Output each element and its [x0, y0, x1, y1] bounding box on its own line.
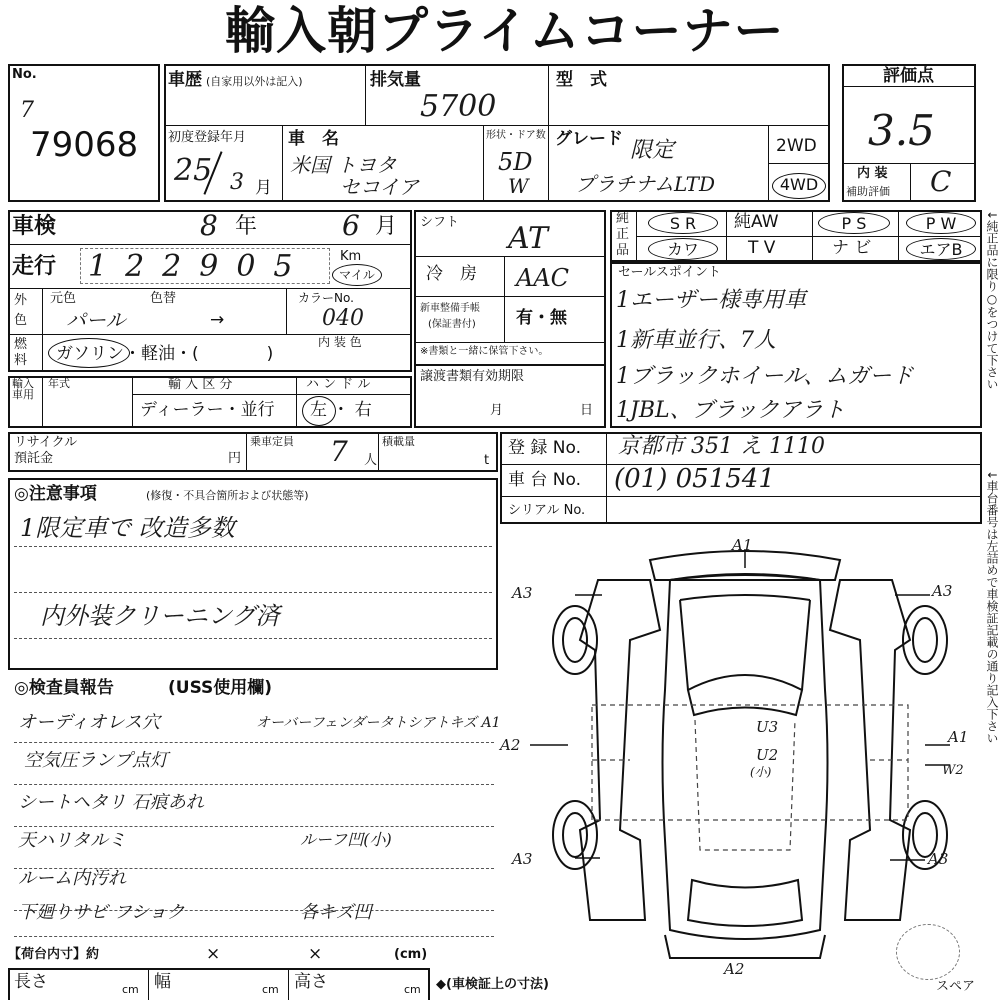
- diagram-mark-a1-top: A1: [732, 536, 753, 554]
- fuel-options: ガソリン・軽油・( ): [56, 344, 274, 364]
- color-orig-value: パール: [66, 308, 126, 332]
- maint-book-value: 有・無: [516, 308, 567, 328]
- fuel-selected-circle: [48, 338, 130, 368]
- diagram-mark-a3-rear-right: A3: [928, 850, 949, 868]
- body-type-doors: 5D: [498, 148, 533, 176]
- cargo-length: 長さ: [14, 972, 48, 992]
- notes-sub: (修復・不具合箇所および状態等): [146, 489, 309, 502]
- chassis-label: 車 台 No.: [508, 470, 582, 490]
- shaken-month-unit: 月: [375, 214, 398, 239]
- inspector-right-3: 各キズ凹: [300, 902, 372, 923]
- interior-label2: 補助評価: [846, 185, 890, 198]
- color-code-label: カラーNo.: [298, 291, 354, 305]
- cargo-width: 幅: [154, 972, 171, 992]
- recycle-label1: リサイクル: [14, 435, 78, 450]
- first-reg-year: 25: [174, 153, 213, 188]
- first-reg-label: 初度登録年月: [168, 130, 247, 145]
- serial-label: シリアル No.: [508, 503, 586, 518]
- registration-label: 登 録 No.: [508, 438, 582, 458]
- import-class-opts: ディーラー・並行: [140, 400, 275, 420]
- aircon-label: 冷 房: [426, 264, 477, 284]
- inspector-left-5: ルーム内汚れ: [18, 868, 126, 889]
- notes-line-2: 内外装クリーニング済: [40, 602, 280, 630]
- color-code: 040: [322, 306, 364, 331]
- diagram-mark-a1-right: A1: [948, 728, 969, 746]
- color-orig-label: 元色: [50, 291, 77, 306]
- mileage-label: 走行: [12, 254, 57, 279]
- aircon-value: AAC: [516, 264, 570, 292]
- capacity-label: 乗車定員: [250, 435, 294, 448]
- equip-leather: カワ: [648, 238, 718, 260]
- equip-hin: 品: [616, 243, 630, 258]
- car-name-label: 車 名: [288, 129, 339, 149]
- car-maker: 米国 トヨタ: [290, 153, 397, 177]
- lot-number: 79068: [30, 125, 139, 165]
- diagram-mark-u2-roof: U2: [756, 746, 779, 764]
- car-name: セコイア: [340, 175, 419, 199]
- maint-book-label2: (保証書付): [428, 319, 476, 330]
- maint-book-note: ※書類と一緒に保管下さい。: [420, 346, 549, 357]
- color-change-label: 色替: [150, 291, 177, 306]
- sales-points-label: セールスポイント: [618, 265, 721, 280]
- color-label2: 色: [14, 313, 28, 328]
- transfer-docs-label: 譲渡書類有効期限: [420, 369, 525, 384]
- interior-label1: 内 装: [857, 166, 888, 181]
- shaken-label: 車検: [12, 214, 57, 239]
- shaken-year-unit: 年: [235, 214, 258, 239]
- drive-4wd: 4WD: [772, 173, 826, 199]
- capacity-unit: 人: [364, 453, 378, 468]
- mileage-value: 122905: [88, 249, 311, 284]
- transfer-docs-day: 日: [580, 403, 594, 418]
- diagram-mark-a2-left: A2: [500, 736, 521, 754]
- diagram-mark-a3-rear-left: A3: [512, 850, 533, 868]
- handle-label: ハ ン ド ル: [306, 377, 371, 392]
- sales-point-2: 1新車並行、7人: [616, 328, 776, 353]
- cargo-label: 【荷台内寸】約: [8, 947, 100, 962]
- cargo-x1: ×: [206, 944, 221, 964]
- equip-ps: P S: [818, 212, 890, 234]
- inspector-left-2: 空気圧ランプ点灯: [24, 750, 168, 771]
- diagram-mark-a3-front-right: A3: [932, 582, 953, 600]
- diagram-mark-u2-size: (小): [750, 765, 772, 779]
- cargo-unit: (cm): [394, 947, 428, 962]
- grade-label: グレード: [555, 129, 623, 149]
- history-sub: (自家用以外は記入): [206, 75, 303, 88]
- history-label: 車歴: [168, 70, 202, 90]
- sales-point-3: 1ブラックホイール、ムガード: [616, 364, 914, 389]
- mileage-unit-km: Km: [340, 249, 362, 264]
- maint-book-label1: 新車整備手帳: [420, 303, 480, 314]
- shaken-year: 8: [200, 209, 218, 242]
- cargo-dims-box: [8, 968, 430, 1000]
- page-title: 輸入朝プライムコーナー: [225, 2, 785, 60]
- fuel-label1: 燃: [14, 337, 28, 352]
- cargo-x2: ×: [308, 944, 323, 964]
- first-reg-month-suffix: 月: [255, 178, 272, 198]
- grade-score-label: 評価点: [883, 66, 934, 86]
- inspector-left-4: 天ハリタルミ: [18, 830, 126, 851]
- spare-label: スペア: [936, 979, 976, 994]
- shaken-month: 6: [342, 209, 360, 242]
- displacement-value: 5700: [420, 89, 497, 124]
- handle-opts: 左 ・ 右: [310, 400, 372, 420]
- side-note-chassis: ↓車台番号は左詰めで車検証記載の通り記入下さい: [985, 470, 999, 745]
- grade-value1: 限定: [630, 138, 675, 163]
- inspector-left-3: シートヘタリ 石痕あれ: [18, 792, 204, 813]
- cargo-length-cm: cm: [122, 983, 139, 996]
- diagram-mark-a2-rear: A2: [724, 960, 745, 978]
- shaken-dim-note: ◆(車検証上の寸法): [436, 977, 549, 992]
- grade-value2: プラチナムLTD: [575, 172, 716, 196]
- mileage-unit-mile: マイル: [332, 264, 382, 286]
- color-arrow: →: [210, 310, 225, 330]
- side-note-equipment: ↓純正品に限り○をつけて下さい: [985, 210, 999, 391]
- drive-2wd: 2WD: [776, 136, 817, 156]
- chassis-value: (01) 051541: [614, 464, 775, 494]
- recycle-label2: 預託金: [14, 451, 54, 466]
- diagram-mark-u3-roof: U3: [756, 718, 779, 736]
- equip-jun: 純: [616, 211, 630, 226]
- load-unit: t: [484, 453, 490, 468]
- interior-value: C: [930, 165, 952, 198]
- cargo-width-cm: cm: [262, 983, 279, 996]
- equip-sei: 正: [616, 227, 630, 242]
- cargo-height-cm: cm: [404, 983, 421, 996]
- equip-sr: S R: [648, 212, 718, 234]
- cargo-height: 高さ: [294, 972, 328, 992]
- sales-point-4: 1JBL、ブラックアラト: [616, 398, 846, 423]
- equip-pw: P W: [906, 212, 976, 234]
- body-type-label: 形状・ドア数: [486, 130, 546, 141]
- equip-airbag: エアB: [906, 238, 976, 260]
- diagram-mark-a3-front-left: A3: [512, 584, 533, 602]
- shift-value: AT: [508, 221, 549, 256]
- interior-color-label: 内 装 色: [318, 335, 362, 349]
- lot-note: 7: [20, 98, 34, 123]
- notes-line-1: 1限定車で 改造多数: [20, 514, 235, 542]
- transfer-docs-month: 月: [490, 403, 504, 418]
- color-label1: 外: [14, 293, 28, 308]
- model-label: 型 式: [556, 70, 607, 90]
- shift-label: シフト: [420, 215, 460, 230]
- import-label: 輸入車用: [12, 377, 34, 401]
- notes-box: [8, 478, 498, 670]
- diagram-mark-w2-right: W2: [942, 763, 964, 778]
- notes-label: ◎注意事項: [14, 484, 97, 504]
- capacity-value: 7: [330, 435, 348, 468]
- equip-navi: ナ ビ: [832, 238, 872, 258]
- fuel-label2: 料: [14, 353, 28, 368]
- grade-score-value: 3.5: [868, 106, 935, 155]
- sales-point-1: 1エーザー様専用車: [616, 288, 806, 313]
- inspector-left-1: オーディオレス穴: [18, 712, 161, 733]
- inspector-right-1: オーバーフェンダータトシアトキズ A1: [256, 715, 501, 731]
- import-year-label: 年式: [48, 377, 70, 390]
- inspector-label: ◎検査員報告: [14, 678, 114, 698]
- handle-selected-circle: [302, 396, 336, 426]
- body-type-type: W: [508, 174, 529, 198]
- load-label: 積載量: [382, 435, 415, 448]
- displacement-label: 排気量: [370, 70, 421, 90]
- recycle-unit: 円: [228, 451, 242, 466]
- registration-value: 京都市 351 え 1110: [618, 434, 825, 459]
- equip-aw: 純AW: [734, 212, 779, 232]
- inspector-sub: (USS使用欄): [168, 678, 273, 698]
- inspector-right-2: ルーフ凹(小): [300, 830, 392, 849]
- car-damage-diagram: [520, 536, 980, 970]
- first-reg-month: 3: [230, 170, 244, 195]
- import-class-label: 輸 入 区 分: [168, 377, 233, 392]
- lot-label: No.: [12, 67, 37, 82]
- equip-tv: T V: [748, 238, 776, 258]
- inspector-left-6: 下廻りサビ フショク: [18, 902, 185, 923]
